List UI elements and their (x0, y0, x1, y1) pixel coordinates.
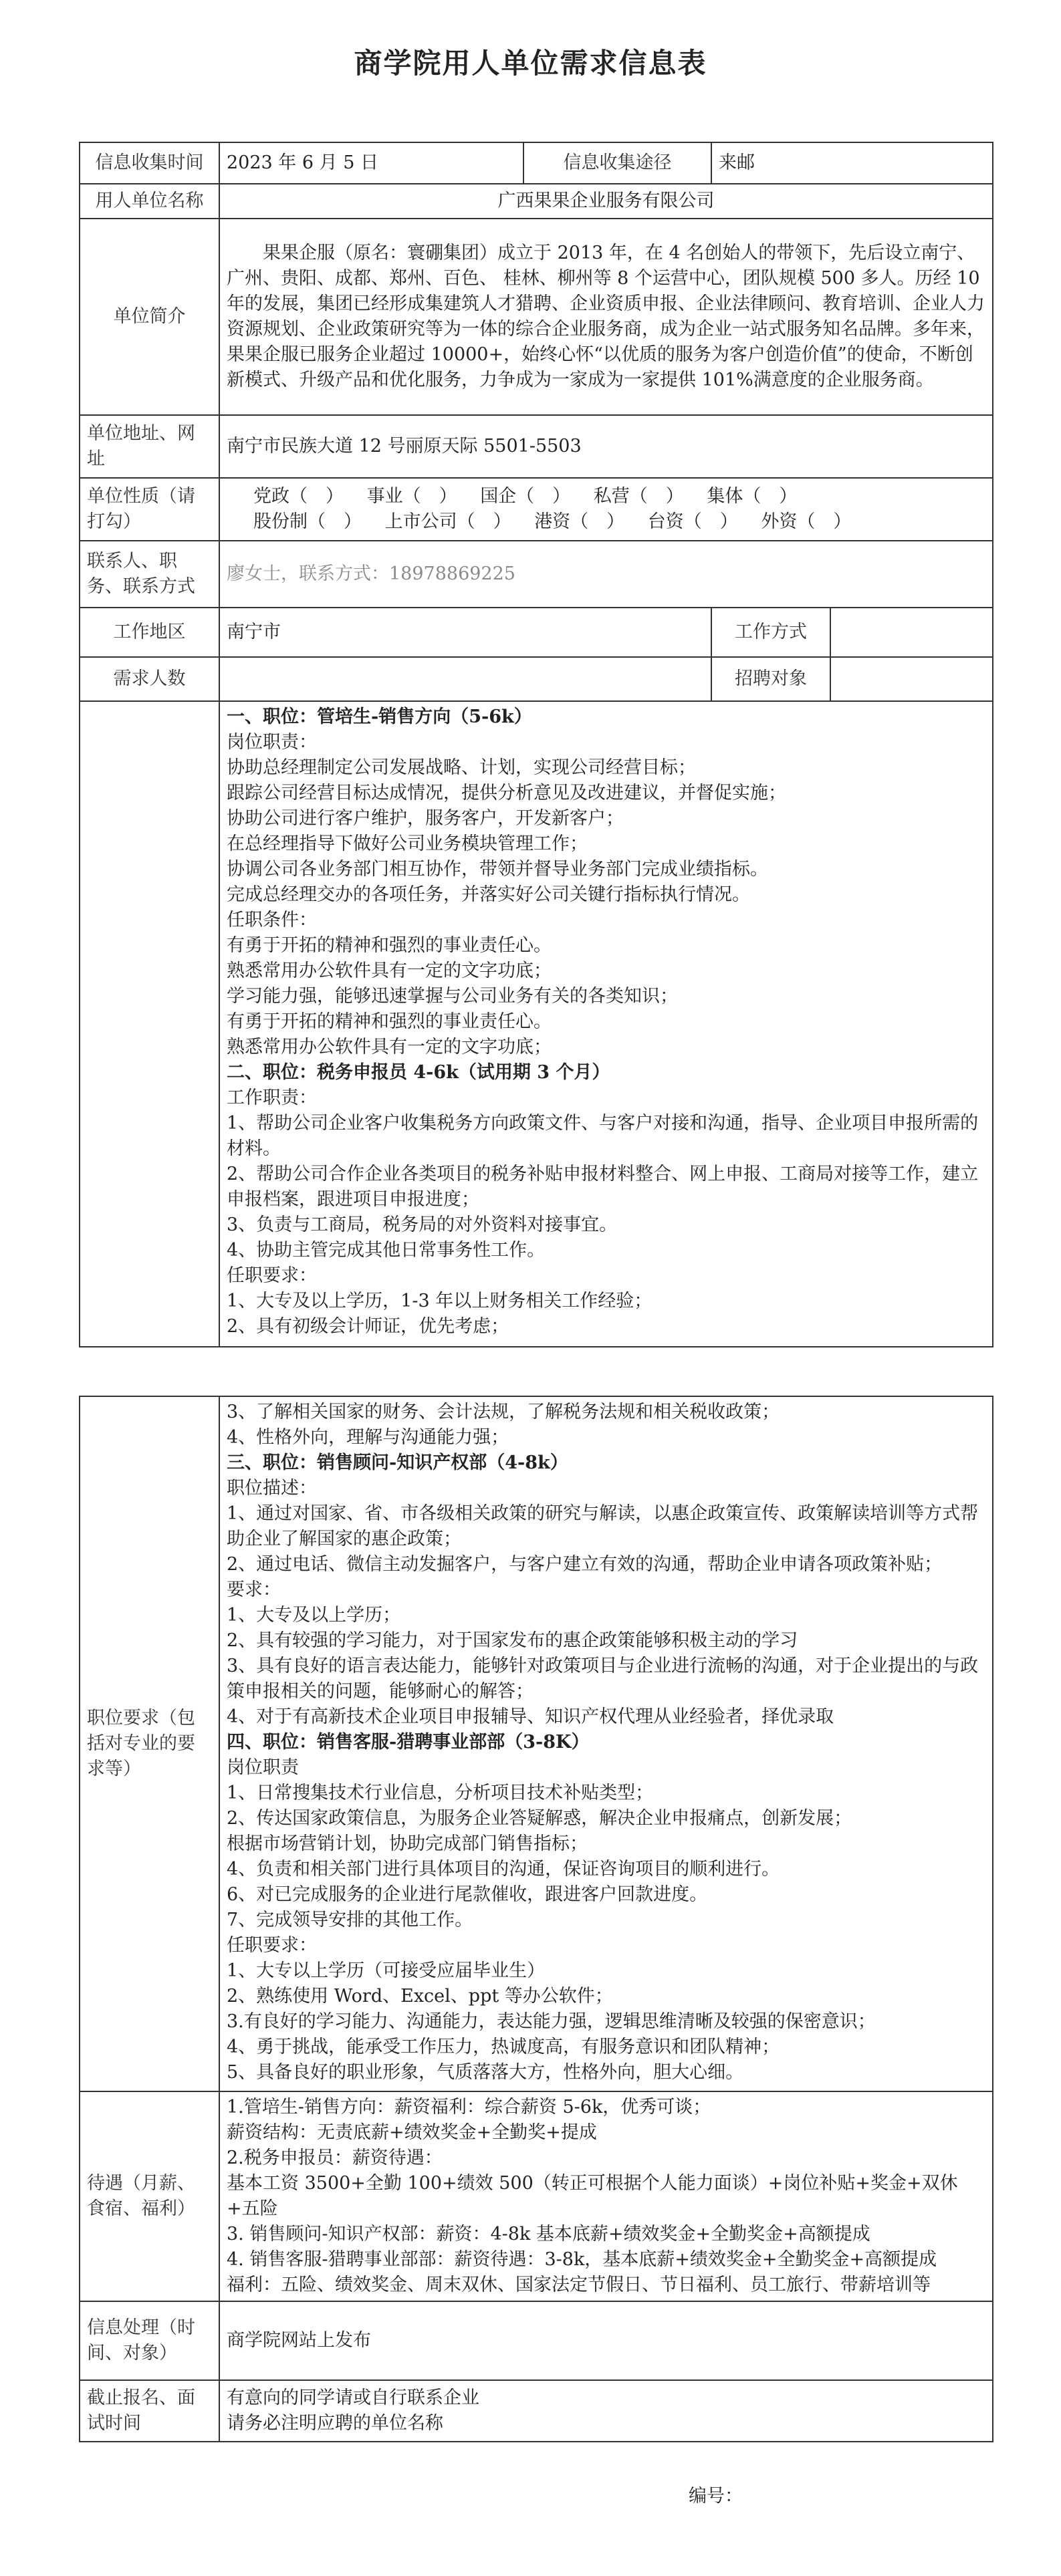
job-req-label-empty (80, 701, 219, 1347)
work-area-value: 南宁市 (219, 608, 711, 657)
demand-count-value (219, 657, 711, 701)
row-collect-time (80, 142, 993, 184)
collect-time-label: 信息收集时间 (80, 142, 219, 184)
job-req-line: 根据市场营销计划，协助完成部门销售指标； (227, 1833, 588, 1854)
job-req-line: 1、通过对国家、省、市各级相关政策的研究与解读，以惠企政策宣传、政策解读培训等方式帮助企业了解国家的惠企政策； (227, 1503, 979, 1549)
row-deadline (80, 2380, 993, 2442)
row-treatment (80, 2091, 993, 2301)
job-req-part2-lines (227, 1400, 985, 2085)
job-req-line: 1、日常搜集技术行业信息，分析项目技术补贴类型； (227, 1783, 654, 1803)
deadline-line: 有意向的同学请或自行联系企业 (227, 2388, 479, 2408)
serial-number-label: 编号： (689, 2486, 743, 2506)
job-req-line: 5、具备良好的职业形象，气质落落大方，性格外向，胆大心细。 (227, 2062, 744, 2083)
job-req-line: 2、熟练使用 Word、Excel、ppt 等办公软件； (227, 1986, 613, 2007)
job-req-line: 熟悉常用办公软件具有一定的文字功底； (227, 1037, 552, 1057)
deadline-label: 截止报名、面试时间 (80, 2380, 219, 2442)
nature-option-foreign[interactable]: 外资（ ） (761, 511, 852, 532)
job-req-line: 协助公司进行客户维护，服务客户，开发新客户； (227, 808, 624, 829)
job-req-line: 6、对已完成服务的企业进行尾款催收，跟进客户回款进度。 (227, 1884, 708, 1905)
treatment-line: 基本工资 3500+全勤 100+绩效 500（转正可根据个人能力面谈）+岗位补贴+奖金+双休+五险 (227, 2173, 958, 2219)
treatment-line: 薪资结构：无责底薪+绩效奖金+全勤奖+提成 (227, 2122, 597, 2143)
job-req-line: 1、大专及以上学历，1-3 年以上财务相关工作经验； (227, 1291, 653, 1311)
job-req-line: 二、职位：税务申报员 4-6k（试用期 3 个月） (227, 1062, 610, 1083)
info-table-part2 (79, 1396, 993, 2442)
treatment-line: 1.管培生-销售方向：薪资福利：综合薪资 5-6k，优秀可谈； (227, 2097, 711, 2117)
row-nature (80, 478, 993, 541)
job-req-line: 4、性格外向，理解与沟通能力强； (227, 1427, 509, 1448)
info-table-part1 (79, 142, 993, 1347)
job-req-line: 3、负责与工商局，税务局的对外资料对接事宜。 (227, 1214, 618, 1235)
nature-option-party-gov[interactable]: 党政（ ） (253, 486, 344, 507)
collect-channel-label: 信息收集途径 (523, 142, 711, 184)
nature-row-2 (227, 509, 985, 535)
job-req-line: 三、职位：销售顾问-知识产权部（4-8k） (227, 1452, 568, 1473)
job-req-line: 2、传达国家政策信息，为服务企业答疑解惑，解决企业申报痛点，创新发展； (227, 1808, 852, 1829)
contact-value: 廖女士，联系方式：18978869225 (219, 541, 993, 608)
row-demand (80, 657, 993, 701)
job-req-line: 4、协助主管完成其他日常事务性工作。 (227, 1240, 546, 1261)
treatment-line: 3. 销售顾问-知识产权部：薪资：4-8k 基本底薪+绩效奖金+全勤奖金+高额提成 (227, 2224, 870, 2244)
job-req-line: 1、大专以上学历（可接受应届毕业生） (227, 1960, 546, 1981)
info-process-value: 商学院网站上发布 (219, 2301, 993, 2380)
row-address (80, 415, 993, 478)
job-req-line: 熟悉常用办公软件具有一定的文字功底； (227, 960, 552, 981)
job-req-line: 2、通过电话、微信主动发掘客户，与客户建立有效的沟通，帮助企业申请各项政策补贴； (227, 1554, 943, 1575)
nature-option-tw-funded[interactable]: 台资（ ） (647, 511, 738, 532)
job-req-line: 4、勇于挑战，能承受工作压力，热诚度高，有服务意识和团队精神； (227, 2037, 780, 2057)
work-area-label: 工作地区 (80, 608, 219, 657)
job-req-line: 岗位职责 (227, 1757, 299, 1778)
collect-channel-value: 来邮 (711, 142, 993, 184)
job-req-line: 协助总经理制定公司发展战略、计划，实现公司经营目标； (227, 757, 696, 778)
treatment-line: 4. 销售客服-猎聘事业部部：薪资待遇：3-8k，基本底薪+绩效奖金+全勤奖金+高额提成 (227, 2249, 937, 2270)
info-process-label: 信息处理（时间、对象） (80, 2301, 219, 2380)
job-req-line: 1、大专及以上学历； (227, 1605, 401, 1626)
work-mode-value (830, 608, 993, 657)
job-req-line: 3.有良好的学习能力、沟通能力，表达能力强，逻辑思维清晰及较强的保密意识； (227, 2011, 876, 2032)
treatment-value (219, 2091, 993, 2301)
job-req-part1-lines (227, 704, 985, 1339)
treatment-line: 2.税务申报员：薪资待遇： (227, 2148, 443, 2168)
contact-label: 联系人、职务、联系方式 (80, 541, 219, 608)
company-name-value: 广西果果企业服务有限公司 (219, 184, 993, 219)
job-req-line: 2、具有初级会计师证，优先考虑； (227, 1316, 509, 1337)
recruit-target-label: 招聘对象 (711, 657, 830, 701)
job-req-line: 2、帮助公司合作企业各类项目的税务补贴申报材料整合、网上申报、工商局对接等工作，建立申报档案，跟进项目申报进度； (227, 1164, 979, 1210)
job-req-line: 岗位职责： (227, 732, 317, 753)
job-req-part2-value (219, 1396, 993, 2091)
job-req-line: 一、职位：管培生-销售方向（5-6k） (227, 706, 532, 727)
nature-option-joint-stock[interactable]: 股份制（ ） (253, 511, 362, 532)
treatment-label: 待遇（月薪、食宿、福利） (80, 2091, 219, 2301)
treatment-lines (227, 2095, 985, 2298)
demand-count-label: 需求人数 (80, 657, 219, 701)
row-company-name (80, 184, 993, 219)
nature-option-collective[interactable]: 集体（ ） (707, 486, 798, 507)
job-req-line: 四、职位：销售客服-猎聘事业部部（3-8K） (227, 1732, 590, 1753)
page-title: 商学院用人单位需求信息表 (354, 47, 707, 80)
job-req-line: 职位描述： (227, 1478, 317, 1499)
deadline-line: 请务必注明应聘的单位名称 (227, 2413, 443, 2434)
job-req-line: 1、帮助公司企业客户收集税务方向政策文件、与客户对接和沟通，指导、企业项目申报所需的材料。 (227, 1113, 979, 1159)
row-work-area (80, 608, 993, 657)
address-value: 南宁市民族大道 12 号丽原天际 5501-5503 (219, 415, 993, 478)
collect-time-value: 2023 年 6 月 5 日 (219, 142, 523, 184)
job-req-line: 完成总经理交办的各项任务，并落实好公司关键行指标执行情况。 (227, 884, 750, 905)
job-req-line: 要求： (227, 1579, 281, 1600)
job-req-line: 任职要求： (227, 1935, 317, 1956)
row-job-req-part2 (80, 1396, 993, 2091)
deadline-value (219, 2380, 993, 2442)
job-req-line: 任职要求： (227, 1265, 317, 1286)
address-label: 单位地址、网址 (80, 415, 219, 478)
job-req-line: 工作职责： (227, 1087, 317, 1108)
job-req-line: 3、了解相关国家的财务、会计法规，了解税务法规和相关税收政策； (227, 1402, 780, 1422)
nature-row-1 (227, 484, 985, 509)
job-req-label: 职位要求（包括对专业的要求等） (80, 1396, 219, 2091)
job-req-line: 有勇于开拓的精神和强烈的事业责任心。 (227, 935, 552, 956)
nature-option-state-owned[interactable]: 国企（ ） (480, 486, 571, 507)
row-job-req-part1 (80, 701, 993, 1347)
row-company-intro (80, 219, 993, 415)
job-req-line: 2、具有较强的学习能力，对于国家发布的惠企政策能够积极主动的学习 (227, 1630, 798, 1651)
work-mode-label: 工作方式 (711, 608, 830, 657)
nature-option-institution[interactable]: 事业（ ） (366, 486, 457, 507)
treatment-line: 福利：五险、绩效奖金、周末双休、国家法定节假日、节日福利、员工旅行、带薪培训等 (227, 2275, 931, 2295)
nature-option-listed[interactable]: 上市公司（ ） (384, 511, 511, 532)
job-req-line: 7、完成领导安排的其他工作。 (227, 1910, 473, 1930)
job-req-line: 4、对于有高新技术企业项目申报辅导、知识产权代理从业经验者，择优录取 (227, 1706, 834, 1727)
deadline-lines (227, 2386, 985, 2436)
job-req-line: 有勇于开拓的精神和强烈的事业责任心。 (227, 1011, 552, 1032)
job-req-part1-value (219, 701, 993, 1347)
job-req-line: 3、具有良好的语言表达能力，能够针对政策项目与企业进行流畅的沟通，对于企业提出的与政策申报相关的问题，能够耐心的解答； (227, 1656, 979, 1702)
nature-label: 单位性质（请打勾） (80, 478, 219, 541)
nature-option-hk-funded[interactable]: 港资（ ） (534, 511, 625, 532)
job-req-line: 任职条件： (227, 910, 317, 930)
company-name-label: 用人单位名称 (80, 184, 219, 219)
job-req-line: 跟踪公司经营目标达成情况，提供分析意见及改进建议，并督促实施； (227, 783, 786, 803)
job-req-line: 4、负责和相关部门进行具体项目的沟通，保证咨询项目的顺利进行。 (227, 1859, 780, 1880)
recruit-target-value (830, 657, 993, 701)
row-contact (80, 541, 993, 608)
row-info-process (80, 2301, 993, 2380)
job-req-line: 学习能力强，能够迅速掌握与公司业务有关的各类知识； (227, 986, 678, 1007)
company-intro-value: 果果企服（原名：寰硼集团）成立于 2013 年，在 4 名创始人的带领下，先后设立南宁、广州、贵阳、成都、郑州、百色、 桂林、柳州等 8 个运营中心，团队规模 500 多人。历经 10 年的发展，集团已经形成集建筑人才猎聘、企业资质申报、企业法律顾问、教育培训、企业人力资源规划、企业政策研究等为一体的综合企业服务商，成为企业一站式服务知名品牌。多年来，果果企服已服务企业超过 10000+，始终心怀“以优质的服务为客户创造价值”的使命，不断创新模式、升级产品和优化服务，力争成为一家成为一家提供 101%满意度的企业服务商。 (219, 219, 993, 415)
nature-option-private[interactable]: 私营（ ） (593, 486, 684, 507)
job-req-line: 协调公司各业务部门相互协作，带领并督导业务部门完成业绩指标。 (227, 859, 768, 880)
nature-options (219, 478, 993, 541)
job-req-line: 在总经理指导下做好公司业务模块管理工作； (227, 833, 588, 854)
company-intro-label: 单位简介 (80, 219, 219, 415)
